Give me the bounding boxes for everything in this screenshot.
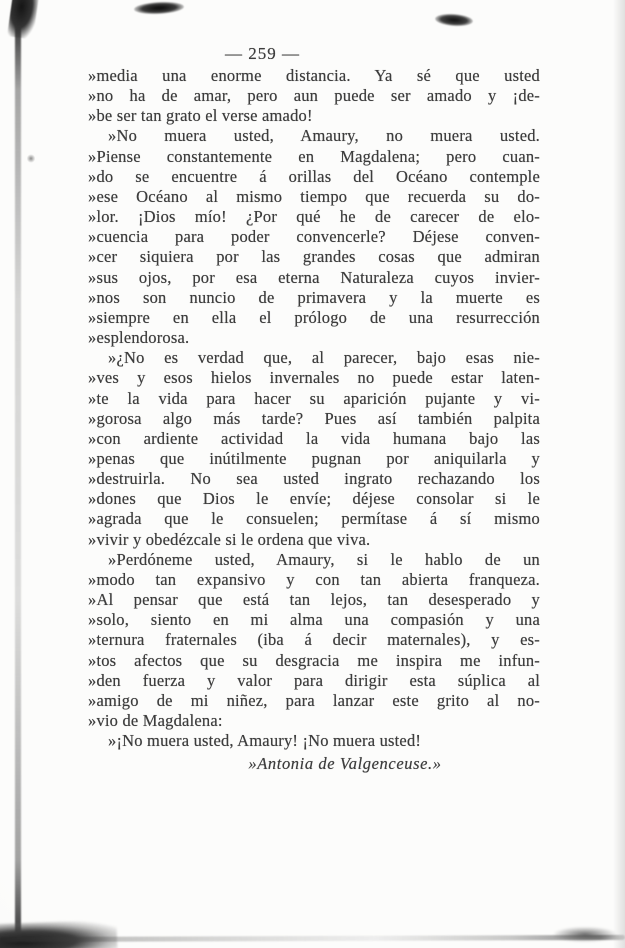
scan-smudge-top-left-corner (7, 0, 39, 40)
text-line: »siempre en ella el prólogo de una resurrección (88, 307, 540, 327)
scan-smudge-bottom-right (554, 927, 616, 942)
paragraph (88, 66, 540, 126)
text-line: »No muera usted, Amaury, no muera usted. (108, 126, 540, 146)
scan-speck-left-margin (27, 154, 35, 163)
paragraph (88, 550, 540, 731)
text-line: »sus ojos, por esa eterna Naturaleza cuyos invier- (88, 267, 540, 287)
text-line: »be ser tan grato el verse amado! (88, 106, 313, 126)
text-line: »¿No es verdad que, al parecer, bajo esas nie- (108, 348, 540, 368)
text-line: »Perdóneme usted, Amaury, si le hablo de un (108, 549, 540, 569)
text-line: »modo tan expansivo y con tan abierta franqueza. (88, 569, 540, 589)
text-line: »amigo de mi niñez, para lanzar este grito al no- (88, 690, 540, 710)
page-text (88, 66, 540, 751)
text-line: »dones que Dios le envíe; déjese consolar si le (88, 489, 540, 509)
text-line: »ves y esos hielos invernales no puede estar laten- (88, 368, 540, 388)
text-line: »no ha de amar, pero aun puede ser amado y ¡de- (88, 86, 540, 106)
text-line: »solo, siento en mi alma una compasión y una (88, 610, 540, 630)
text-line: »vivir y obedézcale si le ordena que viva. (88, 529, 371, 549)
scan-shadow-right-edge (613, 0, 625, 948)
text-line: »den fuerza y valor para dirigir esta súplica al (88, 670, 540, 690)
paragraph (88, 731, 540, 751)
text-line: »ese Océano al mismo tiempo que recuerda su do- (88, 186, 540, 206)
text-line: »do se encuentre á orillas del Océano contemple (88, 166, 540, 186)
paragraph (88, 348, 540, 550)
text-line: »agrada que le consuelen; permítase á sí mismo (88, 509, 540, 529)
text-line: »con ardiente actividad la vida humana bajo las (88, 428, 540, 448)
text-line: »nos son nuncio de primavera y la muerte es (88, 287, 540, 307)
text-line: »vio de Magdalena: (88, 711, 223, 730)
paragraph (88, 126, 540, 348)
text-line: »Al pensar que está tan lejos, tan desesperado y (88, 590, 540, 610)
letter-signature: »Antonia de Valgenceuse.» (248, 754, 442, 773)
scan-binding-edge (15, 0, 21, 948)
page-number: — 259 — (225, 44, 300, 63)
scan-smudge-top-right (435, 13, 474, 28)
text-line: »gorosa algo más tarde? Pues así también palpita (88, 408, 540, 428)
scan-smudge-top-left (134, 1, 185, 16)
text-line: »media una enorme distancia. Ya sé que usted (88, 66, 540, 85)
text-line: »cer siquiera por las grandes cosas que admiran (88, 247, 540, 267)
scan-streak-bottom (0, 935, 625, 942)
text-line: »tos afectos que su desgracia me inspira me infun- (88, 650, 540, 670)
scan-smudge-bottom-left-corner (0, 920, 118, 948)
text-line: »¡No muera usted, Amaury! ¡No muera usted! (108, 731, 422, 751)
text-line: »ternura fraternales (iba á decir maternales), y es- (88, 630, 540, 650)
text-line: »lor. ¡Dios mío! ¿Por qué he de carecer de elo- (88, 207, 540, 227)
text-line: »Piense constantemente en Magdalena; pero cuan- (88, 146, 540, 166)
text-line: »destruirla. No sea usted ingrato rechazando los (88, 469, 540, 489)
text-line: »te la vida para hacer su aparición pujante y vi- (88, 388, 540, 408)
text-line: »esplendorosa. (88, 328, 190, 348)
text-line: »penas que inútilmente pugnan por aniquilarla y (88, 448, 540, 468)
text-line: »cuencia para poder convencerle? Déjese conven- (88, 227, 540, 247)
